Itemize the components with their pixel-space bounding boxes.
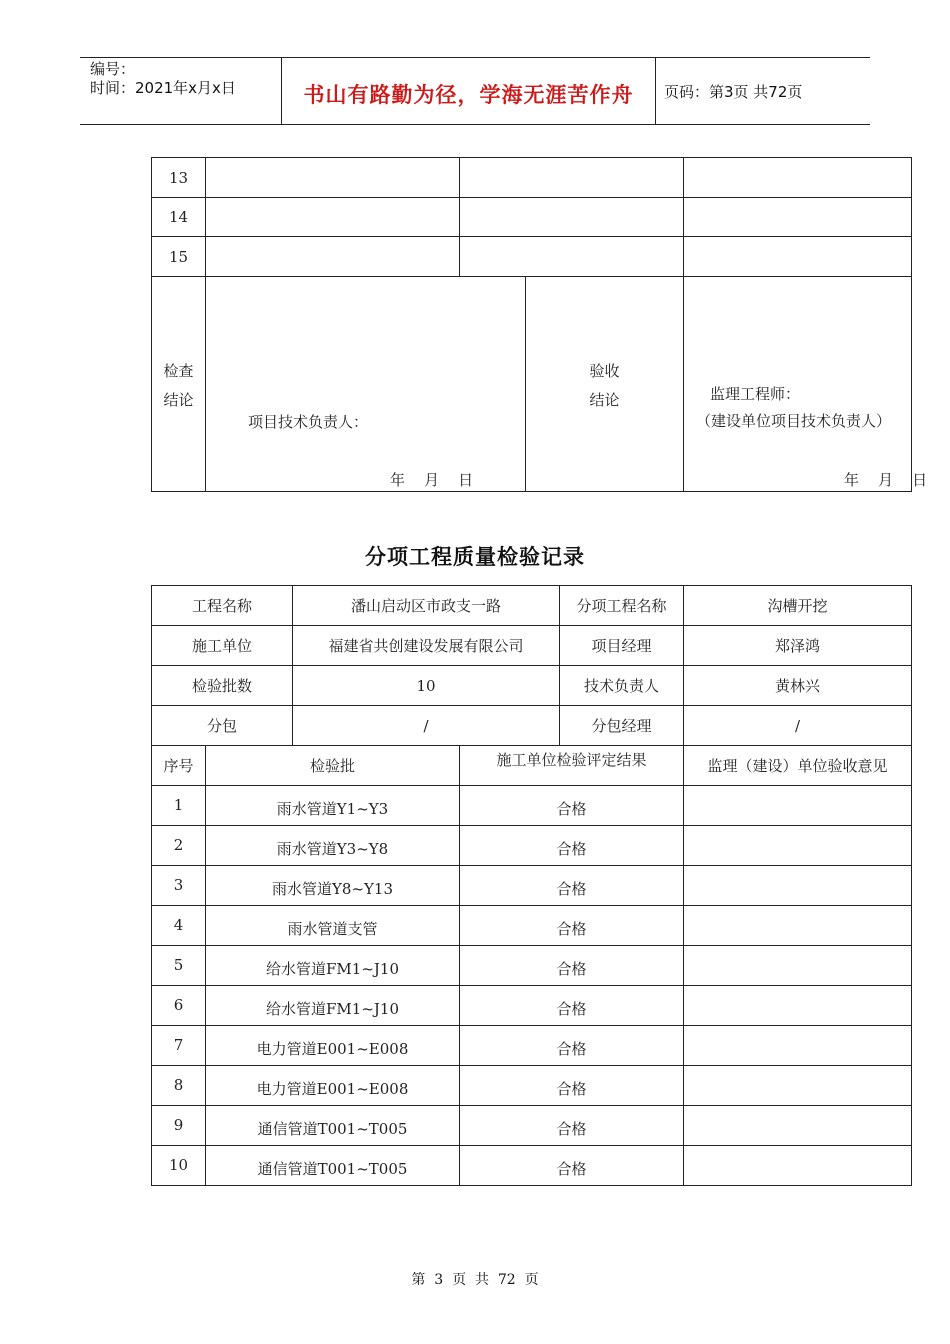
table-row (152, 826, 912, 866)
contractor-name: 福建省共创建设发展有限公司 (293, 626, 560, 666)
row-number: 4 (152, 906, 206, 946)
project-name: 潘山启动区市政支一路 (293, 586, 560, 626)
page-title: 分项工程质量检验记录 (365, 545, 585, 569)
sub-manager-value: / (684, 706, 912, 746)
row-number: 6 (152, 986, 206, 1026)
supervisor-opinion (684, 1106, 912, 1146)
check-conclusion-body (206, 277, 526, 492)
batch-name: 电力管道E001~E008 (206, 1026, 460, 1066)
table-row (152, 1146, 912, 1186)
batch-name: 电力管道E001~E008 (206, 1066, 460, 1106)
table-row (152, 158, 912, 198)
project-name-label: 工程名称 (152, 586, 293, 626)
header-bottom-rule (80, 124, 870, 125)
table-row (152, 986, 912, 1026)
sub-manager-label: 分包经理 (560, 706, 684, 746)
row-number: 13 (152, 158, 206, 198)
batch-name: 雨水管道Y1~Y3 (206, 786, 460, 826)
row-number: 7 (152, 1026, 206, 1066)
inspection-result: 合格 (460, 866, 684, 906)
sub-project-label: 分项工程名称 (560, 586, 684, 626)
row-number: 2 (152, 826, 206, 866)
batch-cell (206, 237, 460, 277)
inspection-result: 合格 (460, 786, 684, 826)
inspection-result: 合格 (460, 946, 684, 986)
result-cell (460, 237, 684, 277)
record-rows (152, 786, 912, 1186)
subcontract-label: 分包 (152, 706, 293, 746)
supervisor-opinion (684, 1146, 912, 1186)
supervisor-opinion (684, 906, 912, 946)
builder-tech-lead: （建设单位项目技术负责人） (696, 412, 892, 430)
header-top-rule (80, 57, 870, 58)
accept-date: 年 月 日 (844, 471, 928, 489)
table-row (152, 1066, 912, 1106)
document-date: 时间：2021年x月x日 (90, 79, 236, 97)
inspection-result: 合格 (460, 1106, 684, 1146)
tech-lead-signature: 项目技术负责人： (248, 413, 369, 431)
table-row (152, 786, 912, 826)
row-number: 8 (152, 1066, 206, 1106)
batch-name: 给水管道FM1~J10 (206, 946, 460, 986)
column-header-opinion: 监理（建设）单位验收意见 (684, 746, 912, 786)
row-number: 14 (152, 198, 206, 237)
tech-lead-label: 技术负责人 (560, 666, 684, 706)
result-cell (460, 198, 684, 237)
supervisor-opinion (684, 986, 912, 1026)
supervisor-opinion (684, 946, 912, 986)
column-header-row (152, 746, 912, 786)
table-row (152, 906, 912, 946)
table-row (152, 198, 912, 237)
row-number: 9 (152, 1106, 206, 1146)
supervisor-opinion (684, 1066, 912, 1106)
info-row (152, 586, 912, 626)
table-row (152, 946, 912, 986)
info-row (152, 666, 912, 706)
inspection-result: 合格 (460, 906, 684, 946)
inspection-result: 合格 (460, 826, 684, 866)
batch-name: 雨水管道Y8~Y13 (206, 866, 460, 906)
contractor-label: 施工单位 (152, 626, 293, 666)
supervisor-opinion (684, 826, 912, 866)
header-motto: 书山有路勤为径，学海无涯苦作舟 (303, 82, 634, 107)
column-header-result: 施工单位检验评定结果 (460, 746, 684, 786)
document-number: 编号： (90, 60, 136, 78)
header-divider-right (655, 57, 656, 125)
conclusion-row (152, 277, 912, 492)
check-date: 年 月 日 (390, 471, 474, 489)
supervisor-signature: 监理工程师： (710, 385, 801, 403)
supervisor-opinion (684, 1026, 912, 1066)
batch-cell (206, 158, 460, 198)
subcontract-value: / (293, 706, 560, 746)
column-header-seq: 序号 (152, 746, 206, 786)
info-row (152, 706, 912, 746)
inspection-result: 合格 (460, 1146, 684, 1186)
table-row (152, 1106, 912, 1146)
opinion-cell (684, 237, 912, 277)
tech-lead-name: 黄林兴 (684, 666, 912, 706)
table-row (152, 1026, 912, 1066)
result-cell (460, 158, 684, 198)
row-number: 10 (152, 1146, 206, 1186)
manager-name: 郑泽鸿 (684, 626, 912, 666)
table-row (152, 866, 912, 906)
inspection-result: 合格 (460, 1066, 684, 1106)
info-row (152, 626, 912, 666)
accept-conclusion-label: 验收 结论 (526, 277, 684, 492)
batch-name: 雨水管道支管 (206, 906, 460, 946)
manager-label: 项目经理 (560, 626, 684, 666)
sub-project-name: 沟槽开挖 (684, 586, 912, 626)
accept-conclusion-body (684, 277, 928, 492)
batch-name: 雨水管道Y3~Y8 (206, 826, 460, 866)
row-number: 15 (152, 237, 206, 277)
header-page-number: 页码：第3页 共72页 (664, 83, 803, 101)
batch-name: 通信管道T001~T005 (206, 1146, 460, 1186)
inspection-result: 合格 (460, 1026, 684, 1066)
inspection-result: 合格 (460, 986, 684, 1026)
supervisor-opinion (684, 786, 912, 826)
row-number: 1 (152, 786, 206, 826)
page-footer: 第 3 页 共 72 页 (411, 1272, 539, 1288)
row-number: 5 (152, 946, 206, 986)
batches-count: 10 (293, 666, 560, 706)
row-number: 3 (152, 866, 206, 906)
opinion-cell (684, 158, 912, 198)
table-row (152, 237, 912, 277)
check-conclusion-label: 检查 结论 (152, 277, 206, 492)
batch-cell (206, 198, 460, 237)
batch-name: 给水管道FM1~J10 (206, 986, 460, 1026)
inspection-record-table (151, 585, 912, 1186)
batches-label: 检验批数 (152, 666, 293, 706)
batch-name: 通信管道T001~T005 (206, 1106, 460, 1146)
continuation-table (151, 157, 928, 492)
supervisor-opinion (684, 866, 912, 906)
column-header-batch: 检验批 (206, 746, 460, 786)
opinion-cell (684, 198, 912, 237)
